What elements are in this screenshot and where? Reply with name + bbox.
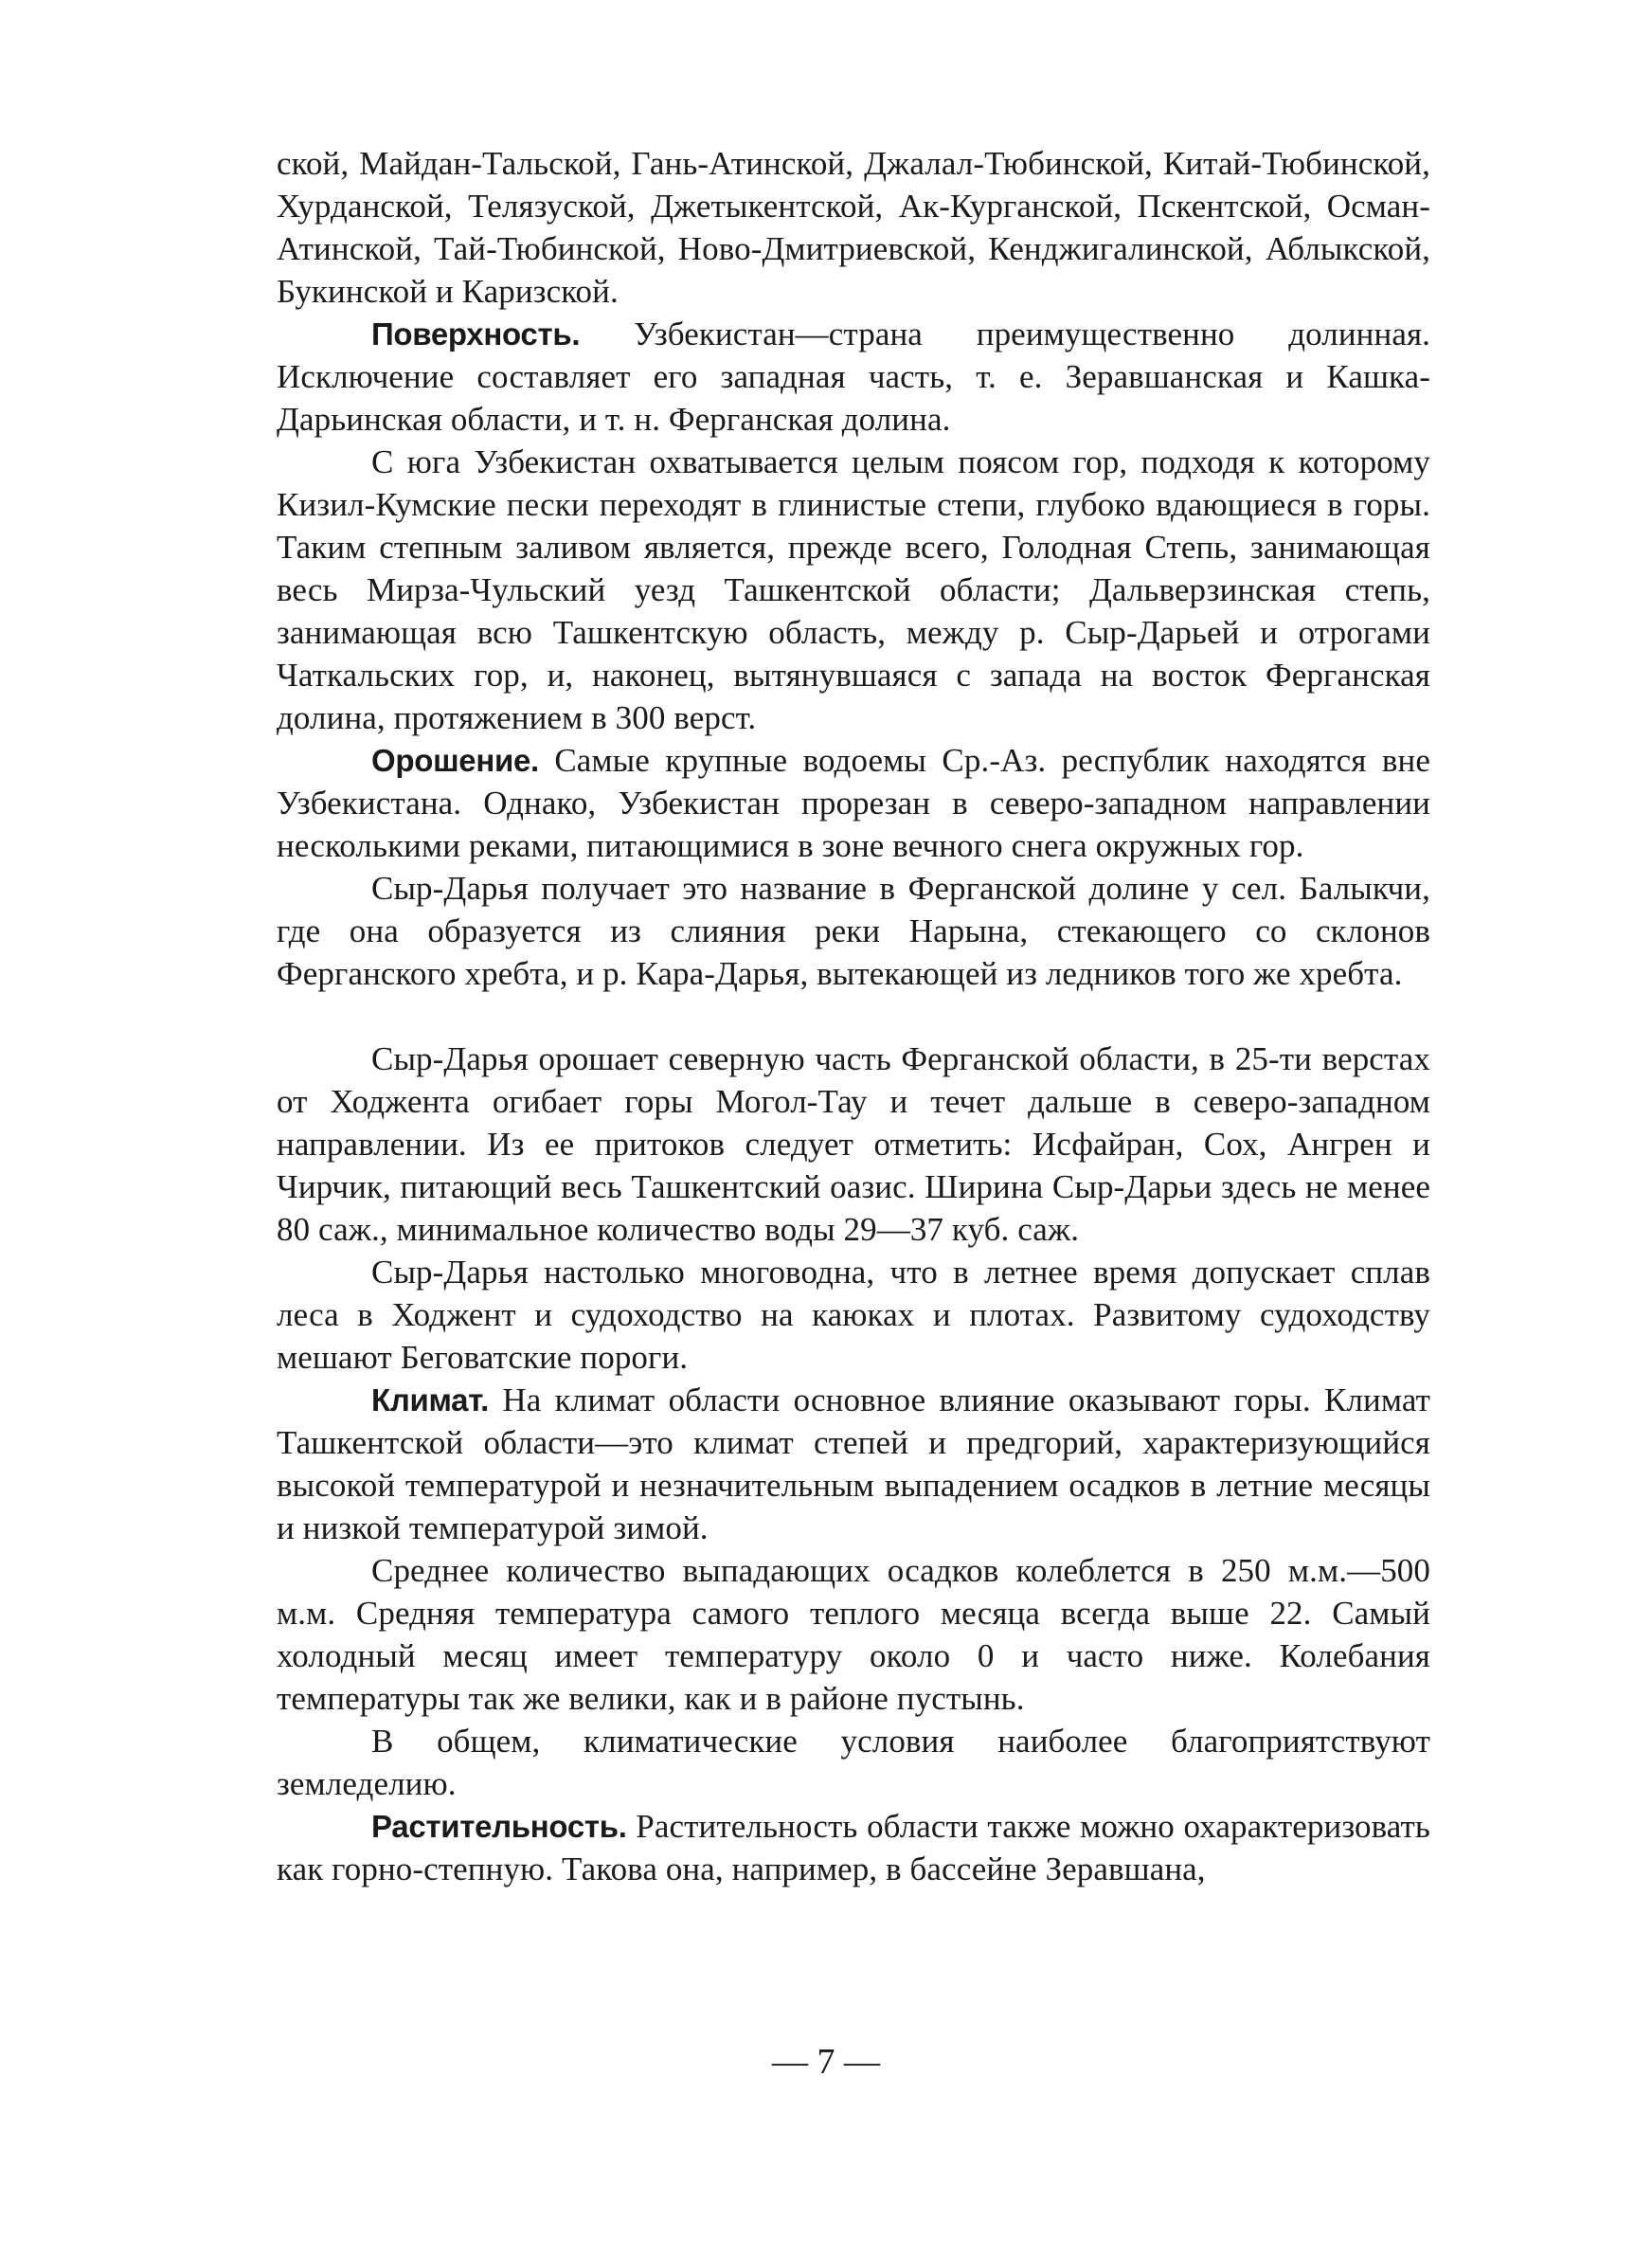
paragraph-syr-darya-origin [277, 867, 1430, 995]
paragraph-precipitation [277, 1549, 1430, 1720]
paragraph-text: Узбекистан—страна преимущественно долинная. Исключение составляет его западная часть, т. е. Зеравшанская и Кашка-Дарьинская области, и т. н. Ферганская долина. [277, 316, 1431, 438]
paragraph-text: Растительность области также можно охарактеризовать как горно-степную. Такова она, например, в бассейне Зеравшана, [277, 1808, 1430, 1887]
paragraph-text: На климат области основное влияние оказывают горы. Климат Ташкентской области—это климат степей и предгорий, характеризующийся высокой температурой и незначительным выпадением осадков в летние месяцы и низкой температурой зимой. [277, 1381, 1430, 1546]
paragraph-text: Среднее количество выпадающих осадков колеблется в 250 м.м.—500 м.м. Средняя температура самого теплого месяца всегда выше 22. Самый холодный месяц имеет температуру около 0 и часто ниже. Колебания температуры так же велики, как и в районе пустынь. [277, 1552, 1430, 1717]
paragraph-mountains [277, 441, 1430, 739]
page-number: — 7 — [772, 2042, 880, 2082]
paragraph-text: Сыр-Дарья орошает северную часть Ферганской области, в 25-ти верстах от Ходжента огибает горы Могол-Тау и течет дальше в северо-западном направлении. Из ее притоков следует отметить: Исфайран, Сох, Ангрен и Чирчик, питающий весь Ташкентский оазис. Ширина Сыр-Дарьи здесь не менее 80 саж., минимальное количество воды 29—37 куб. саж. [277, 1040, 1430, 1248]
body-text [277, 142, 1430, 1890]
section-heading-climate: Климат. [371, 1382, 490, 1417]
paragraph-syr-darya-navigation [277, 1251, 1430, 1379]
section-heading-irrigation: Орошение. [371, 743, 539, 778]
paragraph-climate-summary [277, 1720, 1430, 1805]
paragraph-text: Сыр-Дарья получает это название в Ферганской долине у сел. Балыкчи, где она образуется из слияния реки Нарына, стекающего со склонов Ферганского хребта, и р. Кара-Дарья, вытекающей из ледников того же хребта. [277, 870, 1430, 992]
section-heading-vegetation: Растительность. [371, 1809, 627, 1844]
paragraph-surface [277, 313, 1430, 441]
paragraph-text: В общем, климатические условия наиболее благоприятствуют земледелию. [277, 1723, 1430, 1802]
section-heading-surface: Поверхность. [371, 316, 581, 352]
paragraph-district-list [277, 142, 1430, 313]
paragraph-text: Самые крупные водоемы Ср.-Аз. республик находятся вне Узбекистана. Однако, Узбекистан прорезан в северо-западном направлении несколькими реками, питающимися в зоне вечного снега окружных гор. [277, 742, 1430, 864]
paragraph-irrigation [277, 739, 1430, 867]
paragraph-text: Сыр-Дарья настолько многоводна, что в летнее время допускает сплав леса в Ходжент и судоходство на каюках и плотах. Развитому судоходству мешают Беговатские пороги. [277, 1254, 1430, 1376]
paragraph-syr-darya-course [277, 1038, 1430, 1251]
paragraph-text: С юга Узбекистан охватывается целым поясом гор, подходя к которому Кизил-Кумские пески переходят в глинистые степи, глубоко вдающиеся в горы. Таким степным заливом является, прежде всего, Голодная Степь, занимающая весь Мирза-Чульский уезд Ташкентской области; Дальверзинская степь, занимающая всю Ташкентскую область, между р. Сыр-Дарьей и отрогами Чаткальских гор, и, наконец, вытянувшаяся с запада на восток Ферганская долина, протяжением в 300 верст. [277, 443, 1430, 736]
paragraph-vegetation [277, 1805, 1430, 1890]
paragraph-climate [277, 1379, 1430, 1549]
paragraph-text: ской, Майдан-Тальской, Гань-Атинской, Джалал-Тюбинской, Китай-Тюбинской, Хурданской, Телязуской, Джетыкентской, Ак-Курганской, Пскентской, Осман-Атинской, Тай-Тюбинской, Ново-Дмитриевской, Кенджигалинской, Аблыкской, Букинской и Каризской. [277, 145, 1430, 310]
